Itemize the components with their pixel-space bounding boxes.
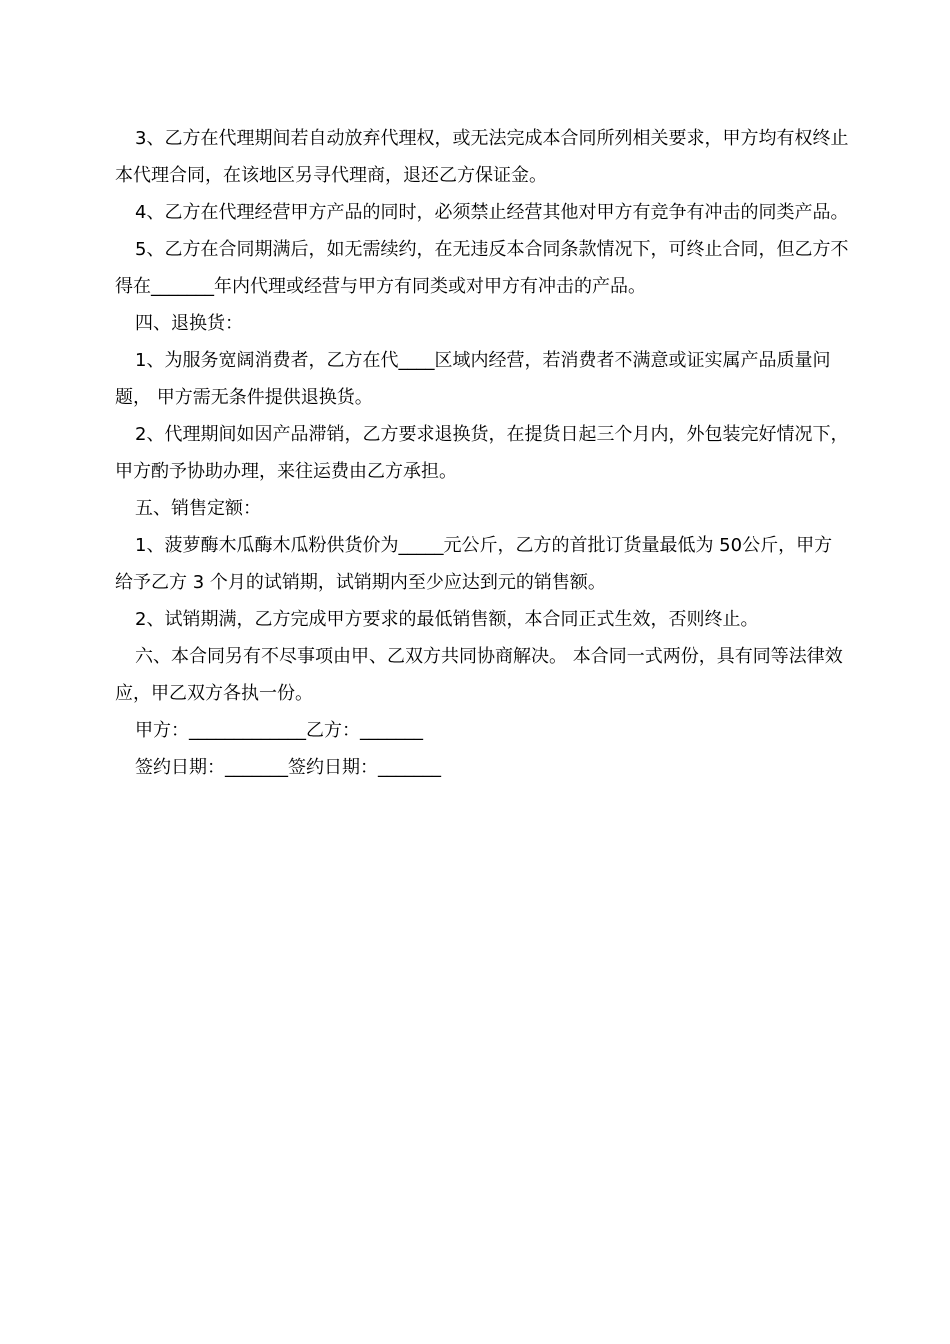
sales-quota-clause-1: 1、菠萝酶木瓜酶木瓜粉供货价为_____元公斤，乙方的首批订货量最低为 50公斤，甲方给予乙方 3 个月的试销期，试销期内至少应达到元的销售额。 [115,535,833,593]
section-six-misc: 六、本合同另有不尽事项由甲、乙双方共同协商解决。 本合同一式两份，具有同等法律效应，甲乙双方各执一份。 [115,646,843,704]
document-body [115,120,850,786]
sales-quota-clause-2: 2、试销期满，乙方完成甲方要求的最低销售额，本合同正式生效，否则终止。 [135,609,759,630]
clause-4-non-compete: 4、乙方在代理经营甲方产品的同时，必须禁止经营其他对甲方有竞争有冲击的同类产品。 [135,202,849,223]
section-heading-returns: 四、退换货： [135,313,243,334]
clause-3-termination: 3、乙方在代理期间若自动放弃代理权，或无法完成本合同所列相关要求，甲方均有权终止本代理合同，在该地区另寻代理商，退还乙方保证金。 [115,128,849,186]
clause-5-expiry: 5、乙方在合同期满后，如无需续约，在无违反本合同条款情况下，可终止合同，但乙方不得在_______年内代理或经营与甲方有同类或对甲方有冲击的产品。 [115,239,849,297]
returns-clause-2: 2、代理期间如因产品滞销，乙方要求退换货，在提货日起三个月内，外包装完好情况下，甲方酌予协助办理，来往运费由乙方承担。 [115,424,849,482]
returns-clause-1: 1、为服务宽阔消费者，乙方在代____区域内经营，若消费者不满意或证实属产品质量问题， 甲方需无条件提供退换货。 [115,350,831,408]
signing-date-line: 签约日期：_______签约日期：_______ [135,757,441,778]
party-signature-line: 甲方：_____________乙方：_______ [135,720,423,741]
section-heading-sales-quota: 五、销售定额： [135,498,261,519]
